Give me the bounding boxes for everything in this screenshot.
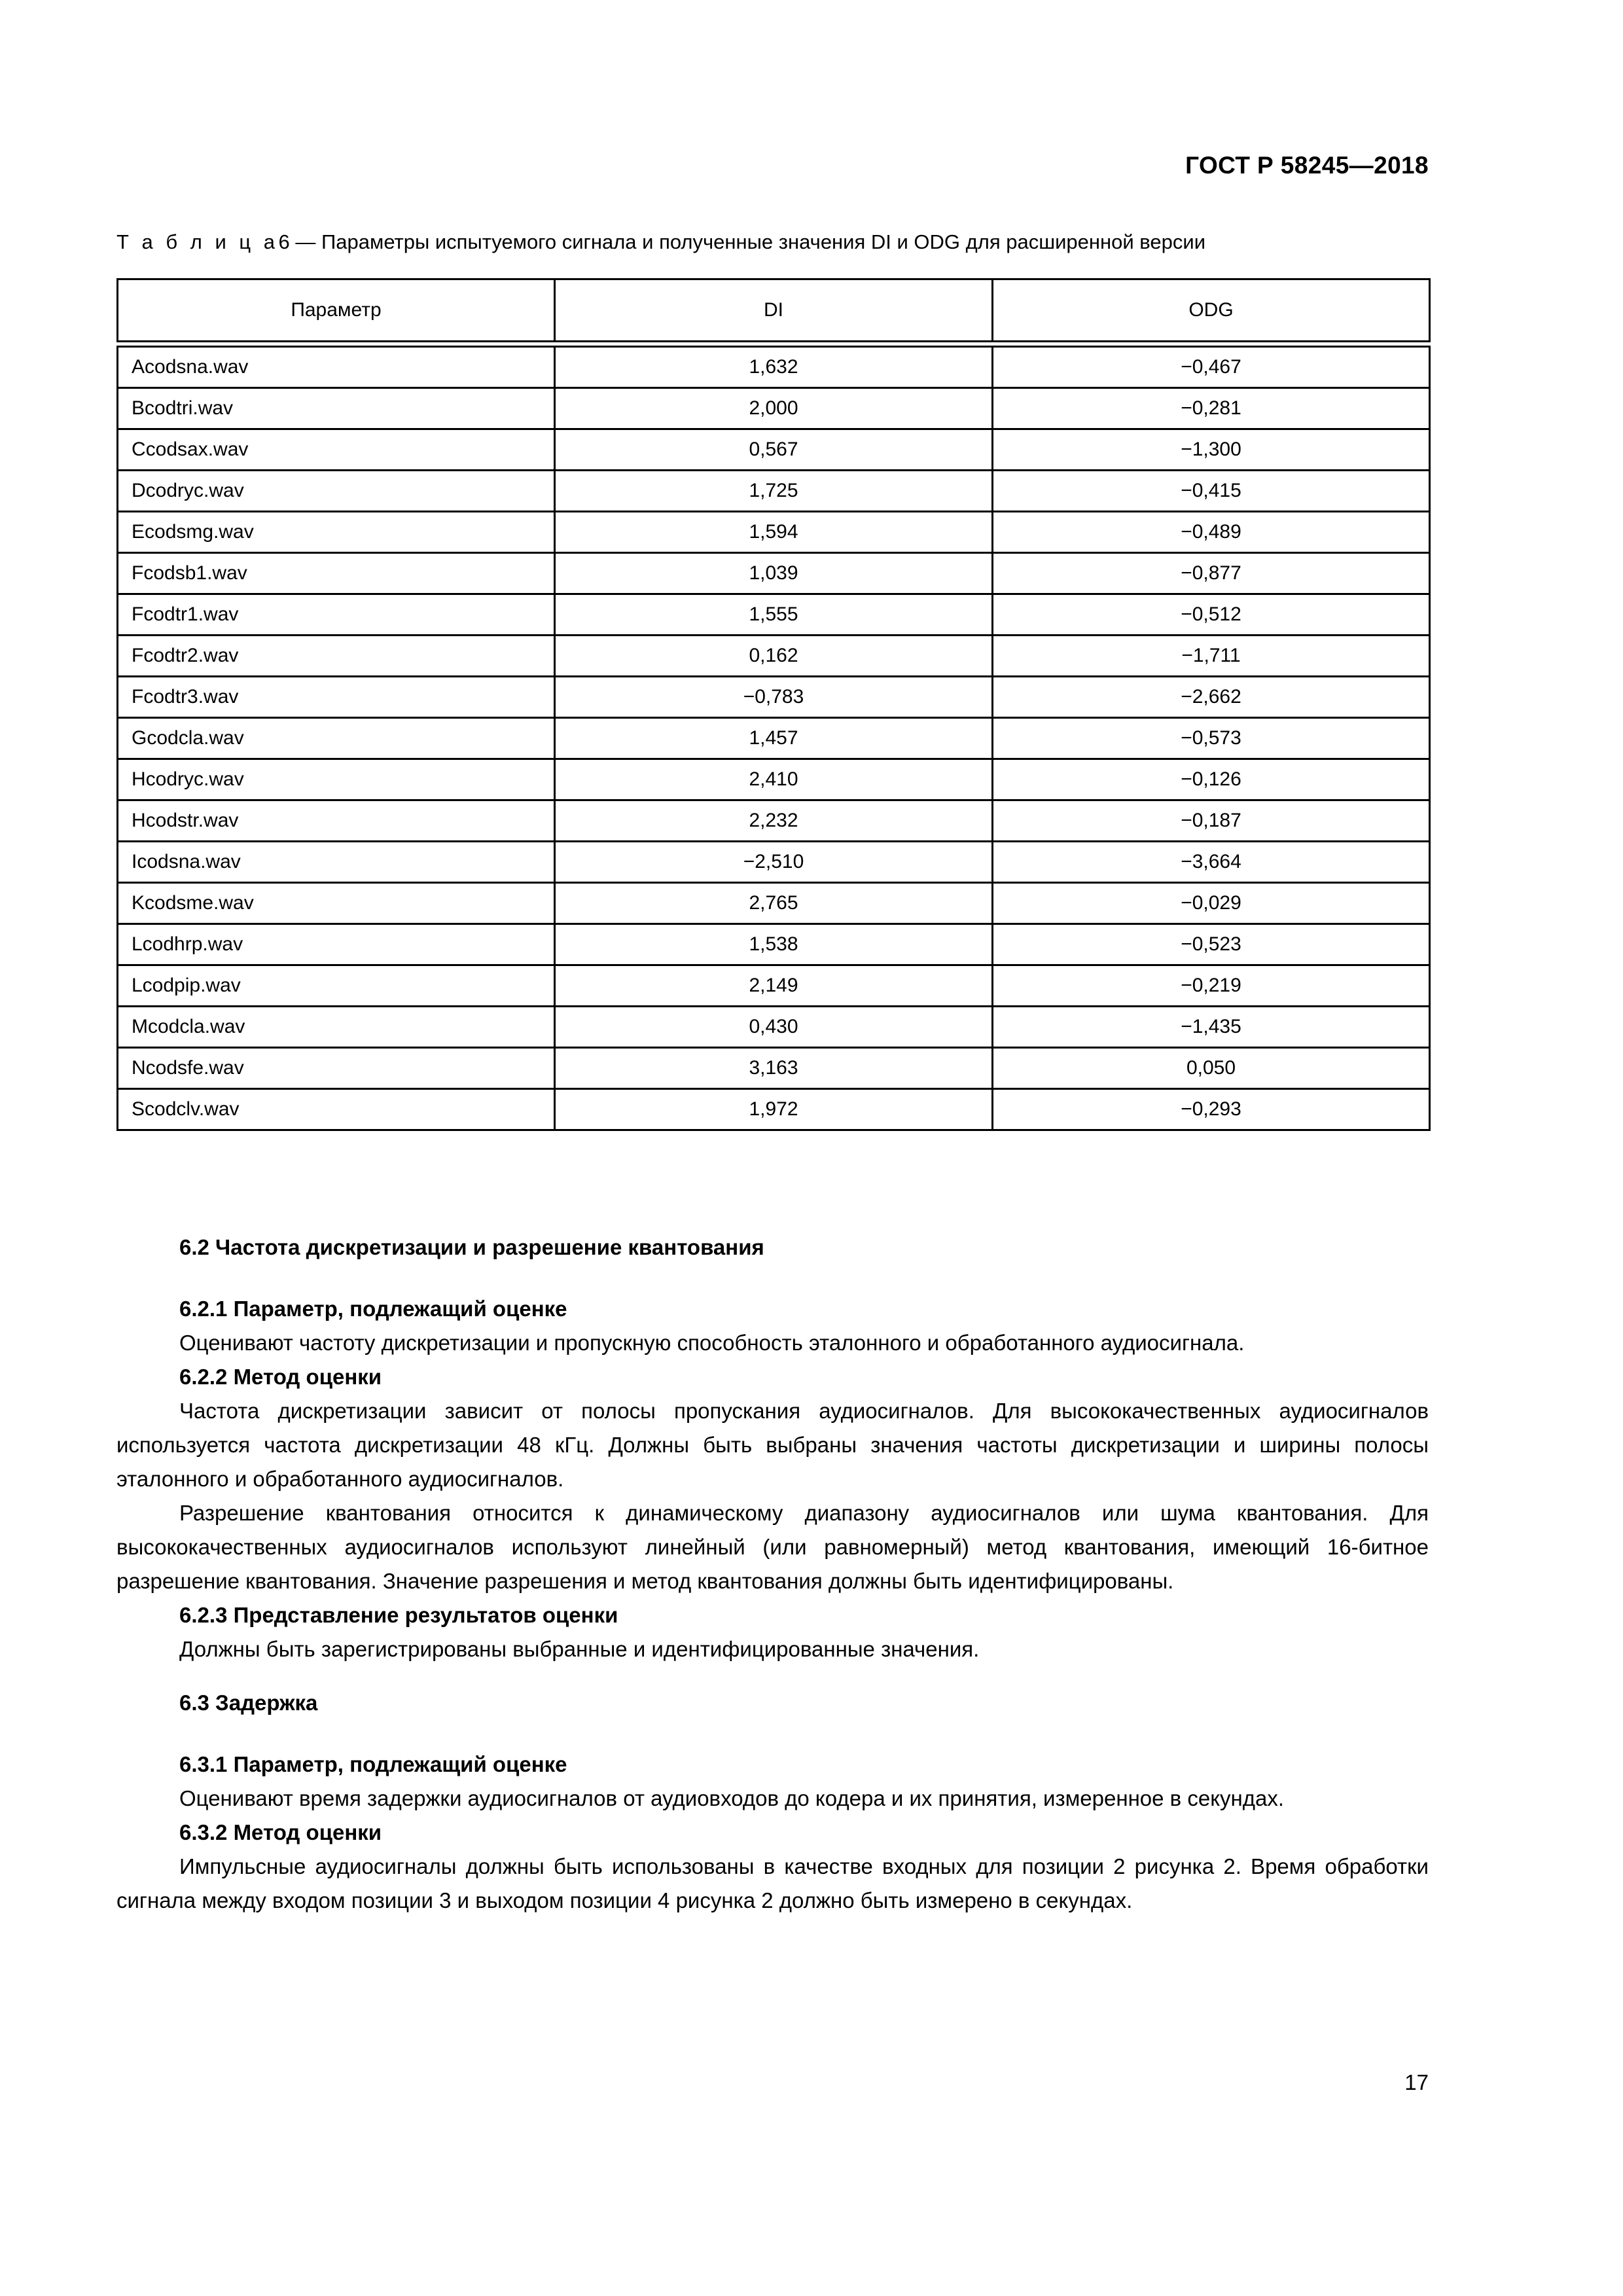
cell-di: 1,538 bbox=[555, 924, 993, 965]
table-caption bbox=[116, 229, 1491, 255]
table-row bbox=[118, 429, 1430, 471]
cell-odg: −1,300 bbox=[993, 429, 1430, 471]
cell-odg: −0,573 bbox=[993, 718, 1430, 759]
cell-parameter: Lcodhrp.wav bbox=[118, 924, 555, 965]
table-row bbox=[118, 883, 1430, 924]
page-number: 17 bbox=[1404, 2070, 1429, 2094]
cell-odg: −0,415 bbox=[993, 471, 1430, 512]
cell-di: 2,410 bbox=[555, 759, 993, 800]
cell-di: 2,765 bbox=[555, 883, 993, 924]
table-row bbox=[118, 1007, 1430, 1048]
cell-parameter: Hcodstr.wav bbox=[118, 800, 555, 842]
table-row bbox=[118, 759, 1430, 800]
column-header-odg: ODG bbox=[993, 279, 1430, 342]
heading-6-2-2: 6.2.2 Метод оценки bbox=[179, 1365, 382, 1389]
paragraph-6-3-1: Оценивают время задержки аудиосигналов от аудиовходов до кодера и их принятия, измеренное в секундах. bbox=[179, 1786, 1285, 1810]
table-row bbox=[118, 553, 1430, 594]
cell-parameter: Acodsna.wav bbox=[118, 347, 555, 388]
table-header-double-rule bbox=[118, 342, 1430, 347]
cell-di: 1,555 bbox=[555, 594, 993, 636]
cell-odg: −0,467 bbox=[993, 347, 1430, 388]
results-table-head bbox=[118, 279, 1430, 347]
table-caption-label: Т а б л и ц а bbox=[116, 230, 279, 253]
table-row bbox=[118, 471, 1430, 512]
heading-6-2-3: 6.2.3 Представление результатов оценки bbox=[179, 1603, 618, 1627]
cell-di: −0,783 bbox=[555, 677, 993, 718]
cell-parameter: Icodsna.wav bbox=[118, 842, 555, 883]
cell-odg: −0,489 bbox=[993, 512, 1430, 553]
cell-di: −2,510 bbox=[555, 842, 993, 883]
results-table bbox=[116, 278, 1431, 1131]
cell-parameter: Kcodsme.wav bbox=[118, 883, 555, 924]
paragraph-6-3-2: Импульсные аудиосигналы должны быть использованы в качестве входных для позиции 2 рисунка 2. Время обработки сигнала между входом позиции 3 и выходом позиции 4 рисунка 2 должно быть измерено в секундах. bbox=[116, 1854, 1429, 1912]
paragraph-6-2-3: Должны быть зарегистрированы выбранные и идентифицированные значения. bbox=[179, 1637, 980, 1661]
cell-odg: −1,435 bbox=[993, 1007, 1430, 1048]
cell-odg: −0,877 bbox=[993, 553, 1430, 594]
cell-parameter: Ncodsfe.wav bbox=[118, 1048, 555, 1089]
table-row bbox=[118, 594, 1430, 636]
table-row bbox=[118, 965, 1430, 1007]
cell-parameter: Lcodpip.wav bbox=[118, 965, 555, 1007]
cell-odg: −0,029 bbox=[993, 883, 1430, 924]
cell-di: 2,232 bbox=[555, 800, 993, 842]
heading-6-3-1: 6.3.1 Параметр, подлежащий оценке bbox=[179, 1752, 567, 1776]
table-row bbox=[118, 800, 1430, 842]
cell-parameter: Dcodryc.wav bbox=[118, 471, 555, 512]
cell-parameter: Fcodsb1.wav bbox=[118, 553, 555, 594]
cell-di: 1,972 bbox=[555, 1089, 993, 1130]
table-row bbox=[118, 718, 1430, 759]
cell-odg: −0,512 bbox=[993, 594, 1430, 636]
cell-odg: 0,050 bbox=[993, 1048, 1430, 1089]
cell-odg: −0,293 bbox=[993, 1089, 1430, 1130]
cell-odg: −0,281 bbox=[993, 388, 1430, 429]
results-table-body bbox=[118, 347, 1430, 1130]
cell-di: 1,632 bbox=[555, 347, 993, 388]
table-row bbox=[118, 347, 1430, 388]
cell-parameter: Ccodsax.wav bbox=[118, 429, 555, 471]
document-body bbox=[116, 1230, 1429, 1918]
cell-parameter: Fcodtr2.wav bbox=[118, 636, 555, 677]
spacer bbox=[116, 1265, 1429, 1292]
column-header-parameter: Параметр bbox=[118, 279, 555, 342]
table-row bbox=[118, 388, 1430, 429]
cell-odg: −0,523 bbox=[993, 924, 1430, 965]
heading-6-2: 6.2 Частота дискретизации и разрешение квантования bbox=[179, 1235, 764, 1259]
cell-di: 2,000 bbox=[555, 388, 993, 429]
cell-odg: −0,126 bbox=[993, 759, 1430, 800]
cell-parameter: Bcodtri.wav bbox=[118, 388, 555, 429]
paragraph-6-2-2-b: Разрешение квантования относится к динамическому диапазону аудиосигналов или шума квантования. Для высококачественных аудиосигналов используют линейный (или равномерный) метод квантования, имеющий 16-битное разрешение квантования. Значение разрешения и метод квантования должны быть идентифицированы. bbox=[116, 1501, 1429, 1593]
table-caption-number: 6 bbox=[278, 230, 290, 253]
cell-di: 0,567 bbox=[555, 429, 993, 471]
heading-6-3: 6.3 Задержка bbox=[179, 1691, 318, 1715]
table-row bbox=[118, 842, 1430, 883]
cell-parameter: Ecodsmg.wav bbox=[118, 512, 555, 553]
cell-di: 1,725 bbox=[555, 471, 993, 512]
cell-di: 0,162 bbox=[555, 636, 993, 677]
cell-parameter: Gcodcla.wav bbox=[118, 718, 555, 759]
spacer bbox=[116, 1666, 1429, 1686]
cell-parameter: Fcodtr1.wav bbox=[118, 594, 555, 636]
table-header-row bbox=[118, 279, 1430, 342]
table-row bbox=[118, 512, 1430, 553]
table-row bbox=[118, 1048, 1430, 1089]
table-row bbox=[118, 924, 1430, 965]
cell-odg: −0,219 bbox=[993, 965, 1430, 1007]
document-standard-header: ГОСТ Р 58245—2018 bbox=[1185, 152, 1429, 179]
spacer bbox=[116, 1720, 1429, 1748]
table-row bbox=[118, 677, 1430, 718]
cell-di: 2,149 bbox=[555, 965, 993, 1007]
table-header-rule-cell bbox=[118, 342, 1430, 347]
cell-parameter: Scodclv.wav bbox=[118, 1089, 555, 1130]
cell-odg: −1,711 bbox=[993, 636, 1430, 677]
column-header-di: DI bbox=[555, 279, 993, 342]
heading-6-3-2: 6.3.2 Метод оценки bbox=[179, 1820, 382, 1844]
cell-di: 1,039 bbox=[555, 553, 993, 594]
table-row bbox=[118, 636, 1430, 677]
cell-odg: −2,662 bbox=[993, 677, 1430, 718]
table-caption-text: — Параметры испытуемого сигнала и полученные значения DI и ODG для расширенной версии bbox=[295, 230, 1206, 253]
cell-di: 1,457 bbox=[555, 718, 993, 759]
cell-odg: −3,664 bbox=[993, 842, 1430, 883]
cell-di: 3,163 bbox=[555, 1048, 993, 1089]
cell-di: 0,430 bbox=[555, 1007, 993, 1048]
cell-odg: −0,187 bbox=[993, 800, 1430, 842]
table-row bbox=[118, 1089, 1430, 1130]
cell-parameter: Fcodtr3.wav bbox=[118, 677, 555, 718]
cell-di: 1,594 bbox=[555, 512, 993, 553]
results-table-container bbox=[116, 278, 1429, 1131]
cell-parameter: Hcodryc.wav bbox=[118, 759, 555, 800]
heading-6-2-1: 6.2.1 Параметр, подлежащий оценке bbox=[179, 1297, 567, 1321]
paragraph-6-2-2-a: Частота дискретизации зависит от полосы пропускания аудиосигналов. Для высококачественных аудиосигналов используется частота дискретизации 48 кГц. Должны быть выбраны значения частоты дискретизации и ширины полосы эталонного и обработанного аудиосигналов. bbox=[116, 1399, 1429, 1491]
cell-parameter: Mcodcla.wav bbox=[118, 1007, 555, 1048]
paragraph-6-2-1: Оценивают частоту дискретизации и пропускную способность эталонного и обработанного аудиосигнала. bbox=[179, 1331, 1245, 1355]
